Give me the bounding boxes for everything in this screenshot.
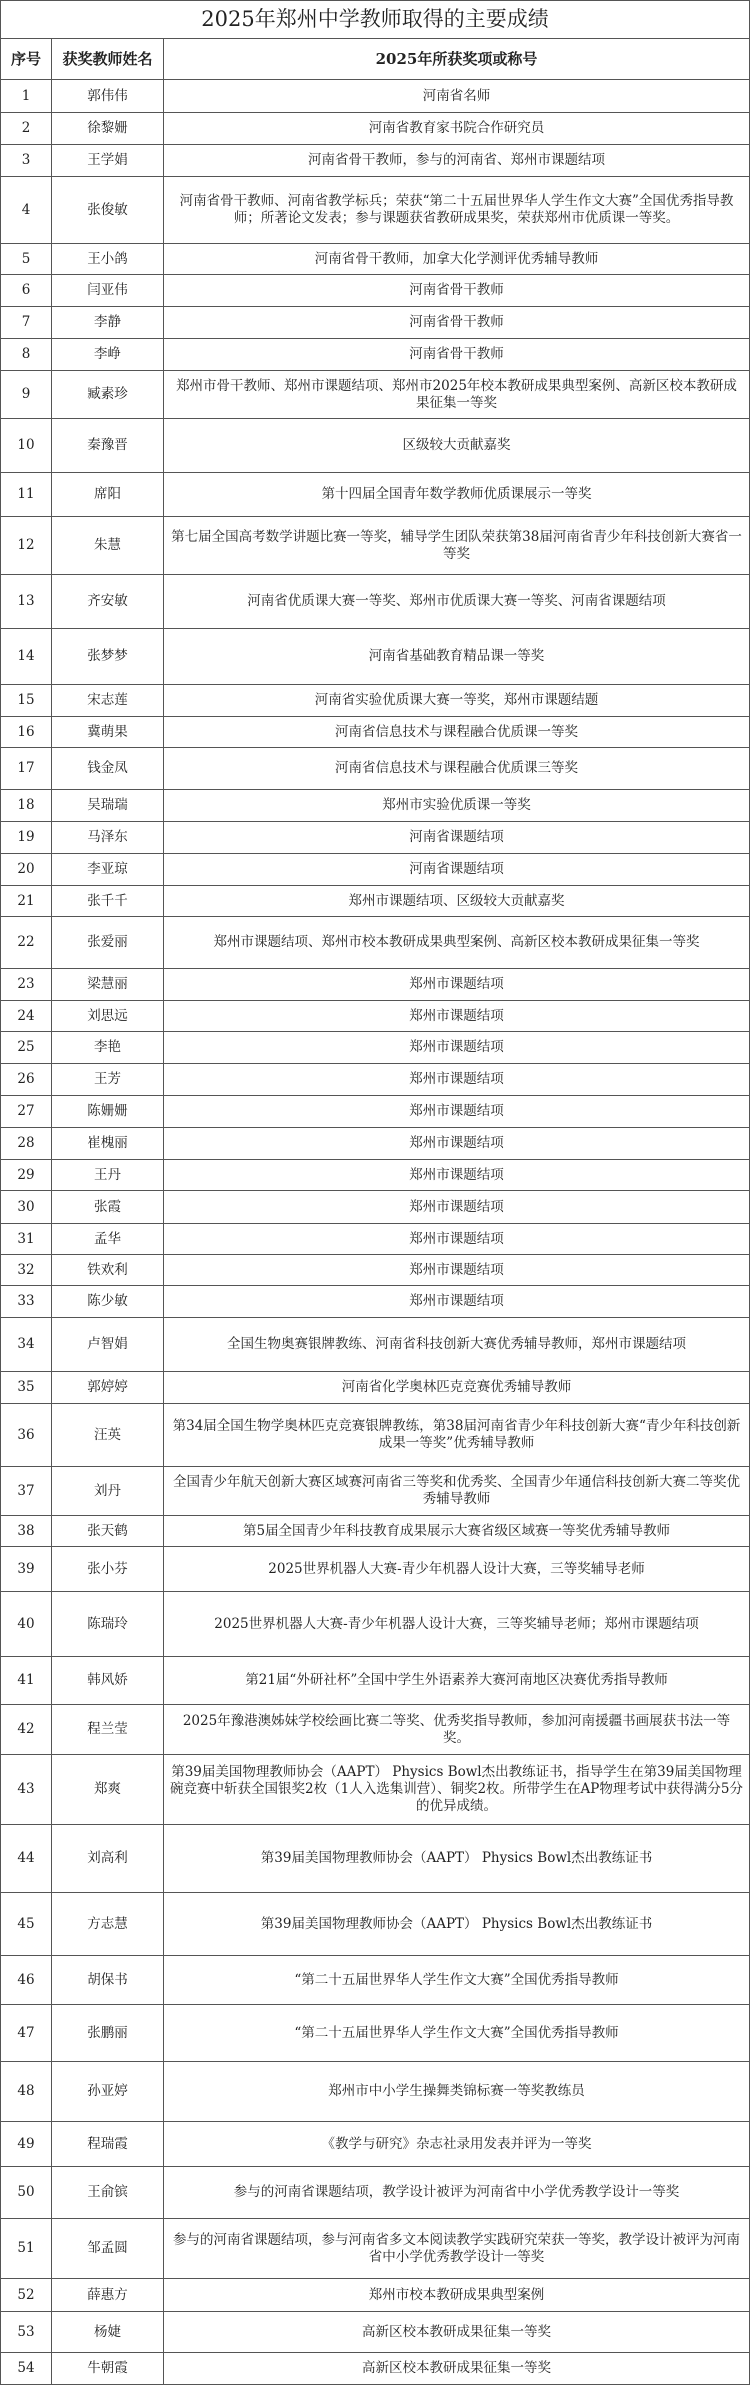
teacher-name-cell: 薛惠方 [52, 2279, 164, 2311]
serial-number-cell: 40 [1, 1592, 52, 1656]
award-cell: 高新区校本教研成果征集一等奖 [362, 2360, 551, 2376]
serial-number-cell: 15 [1, 685, 52, 716]
serial-number-cell: 33 [1, 1286, 52, 1317]
serial-number-cell: 22 [1, 917, 52, 968]
serial-number-cell: 54 [1, 2353, 52, 2384]
serial-number-cell: 52 [1, 2279, 52, 2311]
teacher-name-cell: 徐黎姗 [52, 113, 164, 144]
serial-number-cell: 37 [1, 1467, 52, 1515]
award-cell: 河南省课题结项 [409, 829, 504, 845]
award-cell: 郑州市课题结项 [409, 1166, 504, 1183]
table-row [1, 1064, 749, 1096]
award-cell: 第21届“外研社杯”全国中学生外语素养大赛河南地区决赛优秀指导教师 [245, 1672, 668, 1688]
table-row [1, 1547, 749, 1592]
award-cell: 参与的河南省课题结项，参与河南省多文本阅读教学实践研究荣获一等奖，教学设计被评为河南省中小学优秀教学设计一等奖 [173, 2231, 740, 2265]
serial-number-cell: 9 [1, 371, 52, 418]
teacher-name-cell: 席阳 [52, 473, 164, 516]
table-row [1, 1705, 749, 1755]
award-cell: “第二十五届世界华人学生作文大赛”全国优秀指导教师 [294, 1971, 619, 1988]
teacher-name-cell: 吴瑞瑞 [52, 790, 164, 821]
table-row [1, 419, 749, 473]
award-cell: 河南省基础教育精品课一等奖 [368, 648, 545, 664]
table-row [1, 1001, 749, 1032]
award-cell: 郑州市实验优质课一等奖 [382, 797, 531, 813]
table-row [1, 748, 749, 790]
serial-number-cell: 41 [1, 1657, 52, 1704]
serial-number-cell: 44 [1, 1825, 52, 1892]
award-cell: 全国青少年航天创新大赛区域赛河南省三等奖和优秀奖、全国青少年通信科技创新大赛二等奖优秀辅导教师 [173, 1474, 740, 1507]
teacher-name-cell: 王学娟 [52, 145, 164, 176]
teacher-name-cell: 王丹 [52, 1160, 164, 1190]
serial-number-cell: 13 [1, 575, 52, 628]
table-row [1, 2167, 749, 2219]
table-row [1, 886, 749, 917]
serial-number-cell: 16 [1, 717, 52, 747]
serial-number-cell: 6 [1, 275, 52, 306]
serial-number-cell: 2 [1, 113, 52, 144]
header-teacher-name: 获奖教师姓名 [52, 39, 164, 79]
serial-number-cell: 43 [1, 1755, 52, 1824]
table-row [1, 244, 749, 275]
serial-number-cell: 19 [1, 822, 52, 853]
table-header-row [1, 39, 749, 80]
teacher-name-cell: 陈少敏 [52, 1286, 164, 1317]
teacher-name-cell: 陈瑞玲 [52, 1592, 164, 1656]
teacher-name-cell: 冀萌果 [52, 717, 164, 747]
award-cell: 河南省实验优质课大赛一等奖，郑州市课题结题 [314, 692, 599, 708]
table-row [1, 2005, 749, 2062]
award-cell: 第39届美国物理教师协会（AAPT） Physics Bowl杰出教练证书 [260, 1850, 653, 1866]
table-row [1, 517, 749, 575]
serial-number-cell: 49 [1, 2122, 52, 2166]
table-row [1, 917, 749, 969]
teacher-name-cell: 胡保书 [52, 1956, 164, 2004]
serial-number-cell: 8 [1, 339, 52, 370]
table-title: 2025年郑州中学教师取得的主要成绩 [1, 1, 749, 39]
table-row [1, 1255, 749, 1286]
serial-number-cell: 38 [1, 1516, 52, 1546]
table-row [1, 1755, 749, 1825]
serial-number-cell: 10 [1, 419, 52, 472]
table-row [1, 1404, 749, 1467]
table-row [1, 80, 749, 113]
serial-number-cell: 11 [1, 473, 52, 516]
teacher-name-cell: 张鹏丽 [52, 2005, 164, 2061]
teacher-name-cell: 孙亚婷 [52, 2062, 164, 2121]
teacher-name-cell: 牛朝霞 [52, 2353, 164, 2384]
teacher-name-cell: 崔槐丽 [52, 1128, 164, 1159]
teacher-name-cell: 杨婕 [52, 2312, 164, 2352]
teacher-name-cell: 郭伟伟 [52, 80, 164, 112]
serial-number-cell: 50 [1, 2167, 52, 2218]
teacher-name-cell: 李峥 [52, 339, 164, 370]
award-cell: 河南省信息技术与课程融合优质课三等奖 [335, 760, 578, 776]
teacher-name-cell: 孟华 [52, 1224, 164, 1254]
serial-number-cell: 14 [1, 629, 52, 684]
award-cell: 郑州市课题结项、区级较大贡献嘉奖 [348, 892, 565, 909]
serial-number-cell: 31 [1, 1224, 52, 1254]
teacher-name-cell: 汪英 [52, 1404, 164, 1466]
table-row [1, 2279, 749, 2312]
serial-number-cell: 32 [1, 1255, 52, 1285]
teacher-name-cell: 王小鸽 [52, 244, 164, 274]
table-row [1, 1318, 749, 1372]
serial-number-cell: 28 [1, 1128, 52, 1159]
table-row [1, 1096, 749, 1128]
teacher-name-cell: 张天鹤 [52, 1516, 164, 1546]
table-row [1, 145, 749, 177]
table-row [1, 1286, 749, 1318]
table-row [1, 275, 749, 307]
teacher-name-cell: 梁慧丽 [52, 969, 164, 1000]
serial-number-cell: 12 [1, 517, 52, 574]
teacher-name-cell: 李艳 [52, 1032, 164, 1063]
table-row [1, 1592, 749, 1657]
teacher-name-cell: 李静 [52, 307, 164, 338]
award-cell: 第七届全国高考数学讲题比赛一等奖，辅导学生团队荣获第38届河南省青少年科技创新大赛省一等奖 [171, 528, 742, 562]
award-cell: 河南省骨干教师，加拿大化学测评优秀辅导教师 [314, 250, 599, 267]
award-cell: 第39届美国物理教师协会（AAPT） Physics Bowl杰出教练证书，指导学生在第39届美国物理碗竞赛中斩获全国银奖2枚（1人入选集训营）、铜奖2枚。所带学生在AP物理考试中获得满分5分的优异成绩。 [170, 1764, 743, 1814]
award-cell: 第5届全国青少年科技教育成果展示大赛省级区域赛一等奖优秀辅导教师 [242, 1522, 671, 1539]
table-row [1, 1032, 749, 1064]
serial-number-cell: 42 [1, 1705, 52, 1754]
table-row [1, 2219, 749, 2279]
award-cell: 《教学与研究》杂志社录用发表并评为一等奖 [321, 2135, 592, 2152]
teacher-name-cell: 张俊敏 [52, 177, 164, 243]
award-cell: 郑州市课题结项 [409, 1198, 504, 1215]
serial-number-cell: 26 [1, 1064, 52, 1095]
teacher-name-cell: 张小芬 [52, 1547, 164, 1591]
award-cell: 河南省优质课大赛一等奖、郑州市优质课大赛一等奖、河南省课题结项 [247, 593, 666, 609]
table-row [1, 790, 749, 822]
award-cell: 河南省骨干教师，参与的河南省、郑州市课题结项 [308, 152, 605, 168]
table-row [1, 1657, 749, 1705]
award-cell: 郑州市校本教研成果典型案例 [368, 2286, 545, 2303]
header-award: 2025年所获奖项或称号 [375, 49, 538, 68]
serial-number-cell: 36 [1, 1404, 52, 1466]
table-row [1, 2312, 749, 2353]
table-row [1, 685, 749, 717]
table-row [1, 854, 749, 886]
teacher-name-cell: 宋志莲 [52, 685, 164, 716]
award-cell: 郑州市课题结项 [409, 1007, 504, 1024]
teacher-name-cell: 刘思远 [52, 1001, 164, 1031]
teacher-name-cell: 韩风娇 [52, 1657, 164, 1704]
award-cell: 2025世界机器人大赛-青少年机器人设计大赛，三等奖辅导老师；郑州市课题结项 [214, 1615, 699, 1632]
table-row [1, 717, 749, 748]
award-cell: 2025年豫港澳姊妹学校绘画比赛二等奖、优秀奖指导教师，参加河南援疆书画展获书法一等奖。 [182, 1712, 731, 1746]
table-row [1, 339, 749, 371]
award-cell: 郑州市骨干教师、郑州市课题结项、郑州市2025年校本教研成果典型案例、高新区校本教研成果征集一等奖 [176, 377, 737, 411]
teacher-name-cell: 齐安敏 [52, 575, 164, 628]
teacher-name-cell: 马泽东 [52, 822, 164, 853]
teacher-name-cell: 郑爽 [52, 1755, 164, 1824]
serial-number-cell: 46 [1, 1956, 52, 2004]
table-row [1, 575, 749, 629]
award-cell: 郑州市课题结项、郑州市校本教研成果典型案例、高新区校本教研成果征集一等奖 [213, 934, 700, 950]
award-cell: 河南省骨干教师 [409, 282, 504, 298]
award-cell: 第十四届全国青年数学教师优质课展示一等奖 [321, 486, 592, 502]
teacher-name-cell: 程瑞霞 [52, 2122, 164, 2166]
teacher-name-cell: 张千千 [52, 886, 164, 916]
table-row [1, 1128, 749, 1160]
serial-number-cell: 24 [1, 1001, 52, 1031]
award-cell: 2025世界机器人大赛-青少年机器人设计大赛，三等奖辅导老师 [268, 1560, 645, 1577]
serial-number-cell: 35 [1, 1372, 52, 1403]
teacher-name-cell: 钱金凤 [52, 748, 164, 789]
serial-number-cell: 53 [1, 2312, 52, 2352]
header-serial-number: 序号 [1, 39, 52, 79]
serial-number-cell: 39 [1, 1547, 52, 1591]
serial-number-cell: 47 [1, 2005, 52, 2061]
table-body [1, 80, 749, 2384]
table-row [1, 1956, 749, 2005]
table-row [1, 2062, 749, 2122]
award-cell: 河南省课题结项 [409, 861, 504, 877]
serial-number-cell: 34 [1, 1318, 52, 1371]
award-cell: 郑州市课题结项 [409, 1039, 504, 1055]
award-cell: 河南省教育家书院合作研究员 [368, 120, 545, 136]
teacher-name-cell: 程兰莹 [52, 1705, 164, 1754]
table-row [1, 1372, 749, 1404]
teacher-name-cell: 方志慧 [52, 1893, 164, 1955]
teacher-name-cell: 张梦梦 [52, 629, 164, 684]
award-cell: 郑州市课题结项 [409, 1230, 504, 1247]
teacher-name-cell: 闫亚伟 [52, 275, 164, 306]
serial-number-cell: 5 [1, 244, 52, 274]
serial-number-cell: 45 [1, 1893, 52, 1955]
serial-number-cell: 7 [1, 307, 52, 338]
award-cell: 第39届美国物理教师协会（AAPT） Physics Bowl杰出教练证书 [260, 1915, 653, 1932]
teacher-name-cell: 张爱丽 [52, 917, 164, 968]
award-cell: 第34届全国生物学奥林匹克竞赛银牌教练，第38届河南省青少年科技创新大赛“青少年科技创新成果一等奖”优秀辅导教师 [172, 1418, 741, 1451]
table-row [1, 822, 749, 854]
award-cell: 河南省骨干教师、河南省教学标兵；荣获“第二十五届世界华人学生作文大赛”全国优秀指导教师；所著论文发表；参与课题获省教研成果奖，荣获郑州市优质课一等奖。 [179, 193, 734, 226]
serial-number-cell: 4 [1, 177, 52, 243]
award-cell: 郑州市课题结项 [409, 1135, 504, 1151]
serial-number-cell: 30 [1, 1191, 52, 1223]
award-cell: 区级较大贡献嘉奖 [402, 437, 511, 453]
award-cell: 全国生物奥赛银牌教练、河南省科技创新大赛优秀辅导教师，郑州市课题结项 [227, 1336, 686, 1352]
award-cell: 郑州市课题结项 [409, 1261, 504, 1278]
table-row [1, 2122, 749, 2167]
award-cell: 河南省骨干教师 [409, 346, 504, 362]
teacher-name-cell: 陈姗姗 [52, 1096, 164, 1127]
serial-number-cell: 17 [1, 748, 52, 789]
teacher-name-cell: 朱慧 [52, 517, 164, 574]
award-cell: 郑州市中小学生操舞类锦标赛一等奖教练员 [328, 2083, 585, 2099]
award-cell: 高新区校本教研成果征集一等奖 [362, 2323, 551, 2340]
serial-number-cell: 1 [1, 80, 52, 112]
table-row [1, 177, 749, 244]
serial-number-cell: 29 [1, 1160, 52, 1190]
award-cell: 郑州市课题结项 [409, 976, 504, 992]
teacher-name-cell: 李亚琼 [52, 854, 164, 885]
teacher-name-cell: 张霞 [52, 1191, 164, 1223]
teacher-name-cell: 郭婷婷 [52, 1372, 164, 1403]
serial-number-cell: 51 [1, 2219, 52, 2278]
teacher-name-cell: 邹孟圆 [52, 2219, 164, 2278]
table-row [1, 629, 749, 685]
teacher-name-cell: 臧素珍 [52, 371, 164, 418]
table-row [1, 113, 749, 145]
award-cell: 河南省信息技术与课程融合优质课一等奖 [335, 723, 578, 740]
table-row [1, 1160, 749, 1191]
teacher-name-cell: 卢智娟 [52, 1318, 164, 1371]
teacher-name-cell: 王芳 [52, 1064, 164, 1095]
serial-number-cell: 18 [1, 790, 52, 821]
table-row [1, 307, 749, 339]
table-row [1, 969, 749, 1001]
serial-number-cell: 48 [1, 2062, 52, 2121]
teacher-name-cell: 刘丹 [52, 1467, 164, 1515]
table-row [1, 2353, 749, 2384]
table-row [1, 1191, 749, 1224]
serial-number-cell: 3 [1, 145, 52, 176]
table-row [1, 1825, 749, 1893]
table-row [1, 473, 749, 517]
table-row [1, 1467, 749, 1516]
award-cell: 参与的河南省课题结项，教学设计被评为河南省中小学优秀教学设计一等奖 [233, 2184, 680, 2200]
serial-number-cell: 20 [1, 854, 52, 885]
teacher-name-cell: 王俞镔 [52, 2167, 164, 2218]
serial-number-cell: 23 [1, 969, 52, 1000]
table-row [1, 1224, 749, 1255]
teacher-name-cell: 铁欢利 [52, 1255, 164, 1285]
table-row [1, 1516, 749, 1547]
teacher-name-cell: 秦豫晋 [52, 419, 164, 472]
award-cell: 郑州市课题结项 [409, 1103, 504, 1119]
award-cell: 河南省骨干教师 [409, 314, 504, 330]
serial-number-cell: 27 [1, 1096, 52, 1127]
award-cell: 河南省化学奥林匹克竞赛优秀辅导教师 [341, 1379, 572, 1395]
table-row [1, 1893, 749, 1956]
award-cell: 郑州市课题结项 [409, 1071, 504, 1087]
award-cell: 河南省名师 [422, 87, 491, 104]
award-cell: “第二十五届世界华人学生作文大赛”全国优秀指导教师 [294, 2024, 619, 2041]
table-row [1, 371, 749, 419]
teacher-name-cell: 刘高利 [52, 1825, 164, 1892]
serial-number-cell: 25 [1, 1032, 52, 1063]
serial-number-cell: 21 [1, 886, 52, 916]
award-cell: 郑州市课题结项 [409, 1293, 504, 1309]
